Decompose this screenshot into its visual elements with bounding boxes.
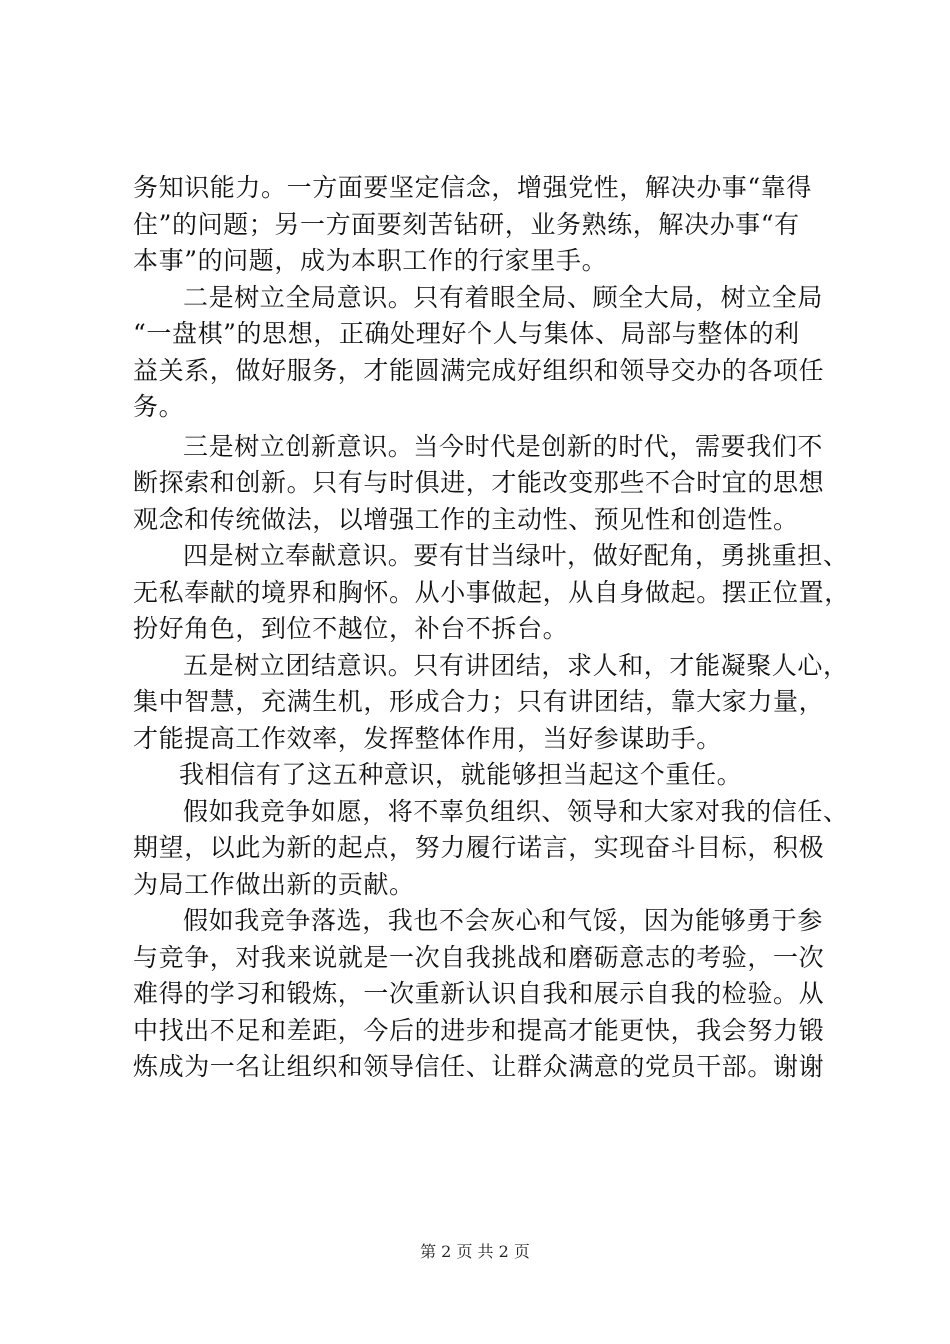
text-line: 为局工作做出新的贡献。 bbox=[133, 869, 415, 899]
text-line: 才能提高工作效率，发挥整体作用，当好参谋助手。 bbox=[133, 723, 722, 753]
text-line: 无私奉献的境界和胸怀。从小事做起，从自身做起。摆正位置， bbox=[133, 577, 850, 607]
paragraph-start-line: 假如我竞争如愿，将不辜负组织、领导和大家对我的信任、 bbox=[183, 796, 849, 826]
paragraph-start-line: 二是树立全局意识。只有着眼全局、顾全大局，树立全局 bbox=[183, 282, 824, 312]
text-line: 观念和传统做法，以增强工作的主动性、预见性和创造性。 bbox=[133, 504, 799, 534]
document-body bbox=[133, 170, 850, 1086]
text-line: 务知识能力。一方面要坚定信念，增强党性，解决办事“靠得 bbox=[133, 173, 812, 202]
paragraph-start-line: 假如我竞争落选，我也不会灰心和气馁，因为能够勇于参 bbox=[183, 906, 824, 935]
text-line: 扮好角色，到位不越位，补台不拆台。 bbox=[133, 614, 569, 643]
text-line: 难得的学习和锻炼，一次重新认识自我和展示自我的检验。从 bbox=[133, 979, 825, 1008]
paragraph-start-line: 五是树立团结意识。只有讲团结，求人和，才能凝聚人心， bbox=[183, 650, 849, 680]
text-line: 期望，以此为新的起点，努力履行诺言，实现奋斗目标，积极 bbox=[133, 833, 825, 862]
text-line: 务。 bbox=[133, 392, 185, 421]
text-line: 与竞争，对我来说就是一次自我挑战和磨砺意志的考验，一次 bbox=[133, 942, 825, 972]
paragraph-start-line: 四是树立奉献意识。要有甘当绿叶，做好配角，勇挑重担、 bbox=[183, 541, 849, 570]
text-line: 断探索和创新。只有与时俱进，才能改变那些不合时宜的思想 bbox=[133, 468, 825, 497]
text-line: 住”的问题；另一方面要刻苦钻研，业务熟练，解决办事“有 bbox=[133, 209, 800, 239]
text-line: 集中智慧，充满生机，形成合力；只有讲团结，靠大家力量， bbox=[133, 687, 825, 716]
text-line: 益关系，做好服务，才能圆满完成好组织和领导交办的各项任 bbox=[133, 355, 825, 385]
paragraph-start-line: 三是树立创新意识。当今时代是创新的时代，需要我们不 bbox=[183, 431, 824, 461]
text-line: 中找出不足和差距，今后的进步和提高才能更快，我会努力锻 bbox=[133, 1015, 825, 1045]
text-line: 炼成为一名让组织和领导信任、让群众满意的党员干部。谢谢 bbox=[133, 1052, 825, 1081]
text-line: “一盘棋”的思想，正确处理好个人与集体、局部与整体的利 bbox=[133, 319, 800, 348]
paragraph-start-line: 我相信有了这五种意识，就能够担当起这个重任。 bbox=[179, 760, 743, 789]
page-number-footer: 第 2 页 共 2 页 bbox=[420, 1242, 530, 1261]
text-line: 本事”的问题，成为本职工作的行家里手。 bbox=[133, 246, 608, 275]
